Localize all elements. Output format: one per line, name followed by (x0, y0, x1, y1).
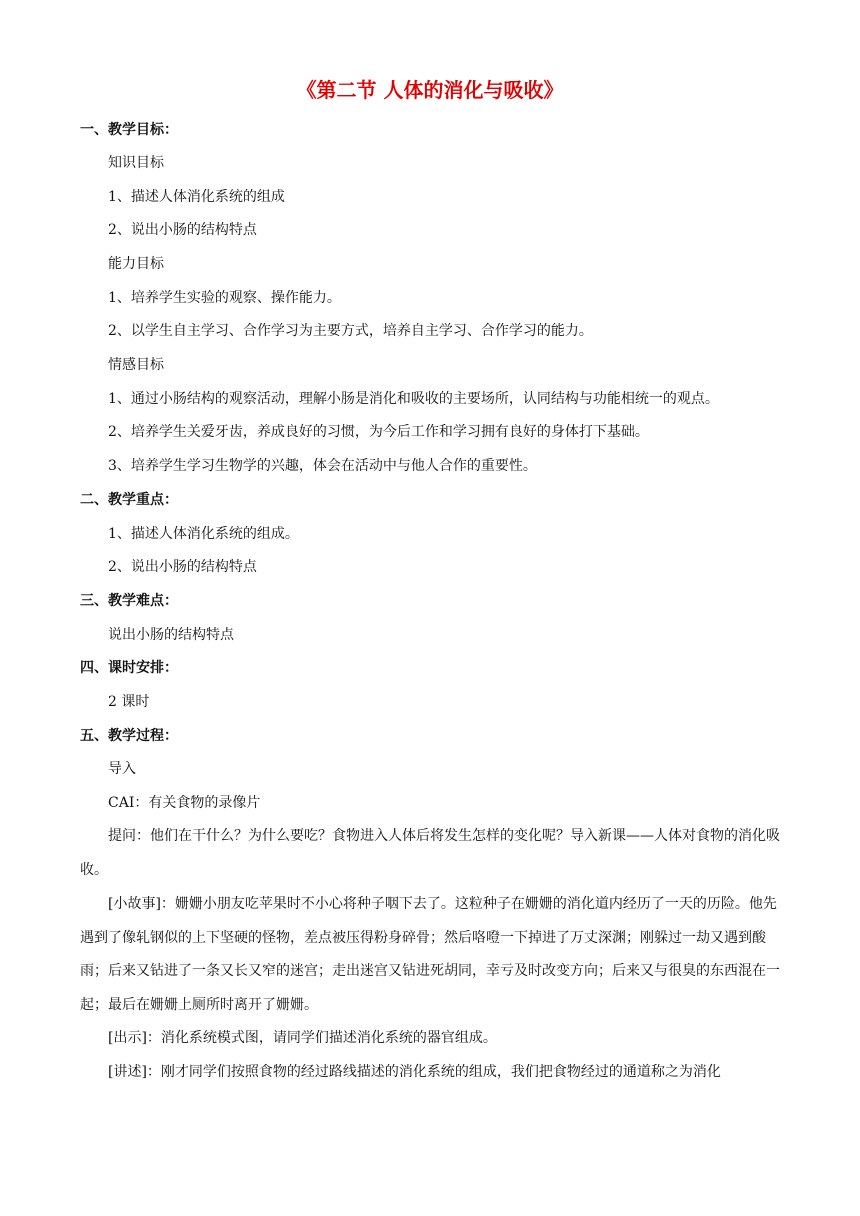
page-title: 《第二节 人体的消化与吸收》 (296, 78, 564, 102)
emotion-item-3: 3、培养学生学习生物学的兴趣，体会在活动中与他人合作的重要性。 (108, 458, 537, 474)
key-point-1: 1、描述人体消化系统的组成。 (108, 526, 299, 542)
schedule-text: 2 课时 (108, 694, 150, 710)
ability-item-2: 2、以学生自主学习、合作学习为主要方式，培养自主学习、合作学习的能力。 (108, 323, 593, 339)
section-heading-objectives: 一、教学目标： (80, 122, 178, 138)
subheading-ability: 能力目标 (108, 256, 164, 272)
show-paragraph: [出示]：消化系统模式图，请同学们描述消化系统的器官组成。 (108, 1030, 497, 1046)
intro-heading: 导入 (108, 761, 136, 777)
lecture-paragraph: [讲述]：刚才同学们按照食物的经过路线描述的消化系统的组成，我们把食物经过的通道称之为消化 (108, 1064, 721, 1080)
section-heading-schedule: 四、课时安排： (80, 660, 178, 676)
difficulty-item: 说出小肠的结构特点 (108, 627, 234, 643)
knowledge-item-1: 1、描述人体消化系统的组成 (108, 189, 285, 205)
knowledge-item-2: 2、说出小肠的结构特点 (108, 222, 257, 238)
cai-text: CAI：有关食物的录像片 (108, 795, 261, 811)
emotion-item-2: 2、培养学生关爱牙齿，养成良好的习惯，为今后工作和学习拥有良好的身体打下基础。 (108, 424, 649, 440)
section-heading-key-points: 二、教学重点： (80, 492, 178, 508)
subheading-knowledge: 知识目标 (108, 155, 164, 171)
subheading-emotion: 情感目标 (108, 357, 164, 373)
section-heading-process: 五、教学过程： (80, 728, 178, 744)
question-paragraph: 提问：他们在干什么？为什么要吃？食物进入人体后将发生怎样的变化呢？导入新课——人体对食物的消化吸收。 (80, 828, 780, 878)
ability-item-1: 1、培养学生实验的观察、操作能力。 (108, 290, 341, 306)
section-heading-difficulties: 三、教学难点： (80, 593, 178, 609)
key-point-2: 2、说出小肠的结构特点 (108, 559, 257, 575)
emotion-item-1: 1、通过小肠结构的观察活动，理解小肠是消化和吸收的主要场所，认同结构与功能相统一的观点。 (108, 391, 719, 407)
story-paragraph: [小故事]：姗姗小朋友吃苹果时不小心将种子咽下去了。这粒种子在姗姗的消化道内经历了一天的历险。他先遇到了像轧钢似的上下坚硬的怪物，差点被压得粉身碎骨；然后咯噔一下掉进了万丈深渊；刚躲过一劫又遇到酸雨；后来又钻进了一条又长又窄的迷宫；走出迷宫又钻进死胡同，幸亏及时改变方向；后来又与很臭的东西混在一起；最后在姗姗上厕所时离开了姗姗。 (80, 896, 780, 1013)
